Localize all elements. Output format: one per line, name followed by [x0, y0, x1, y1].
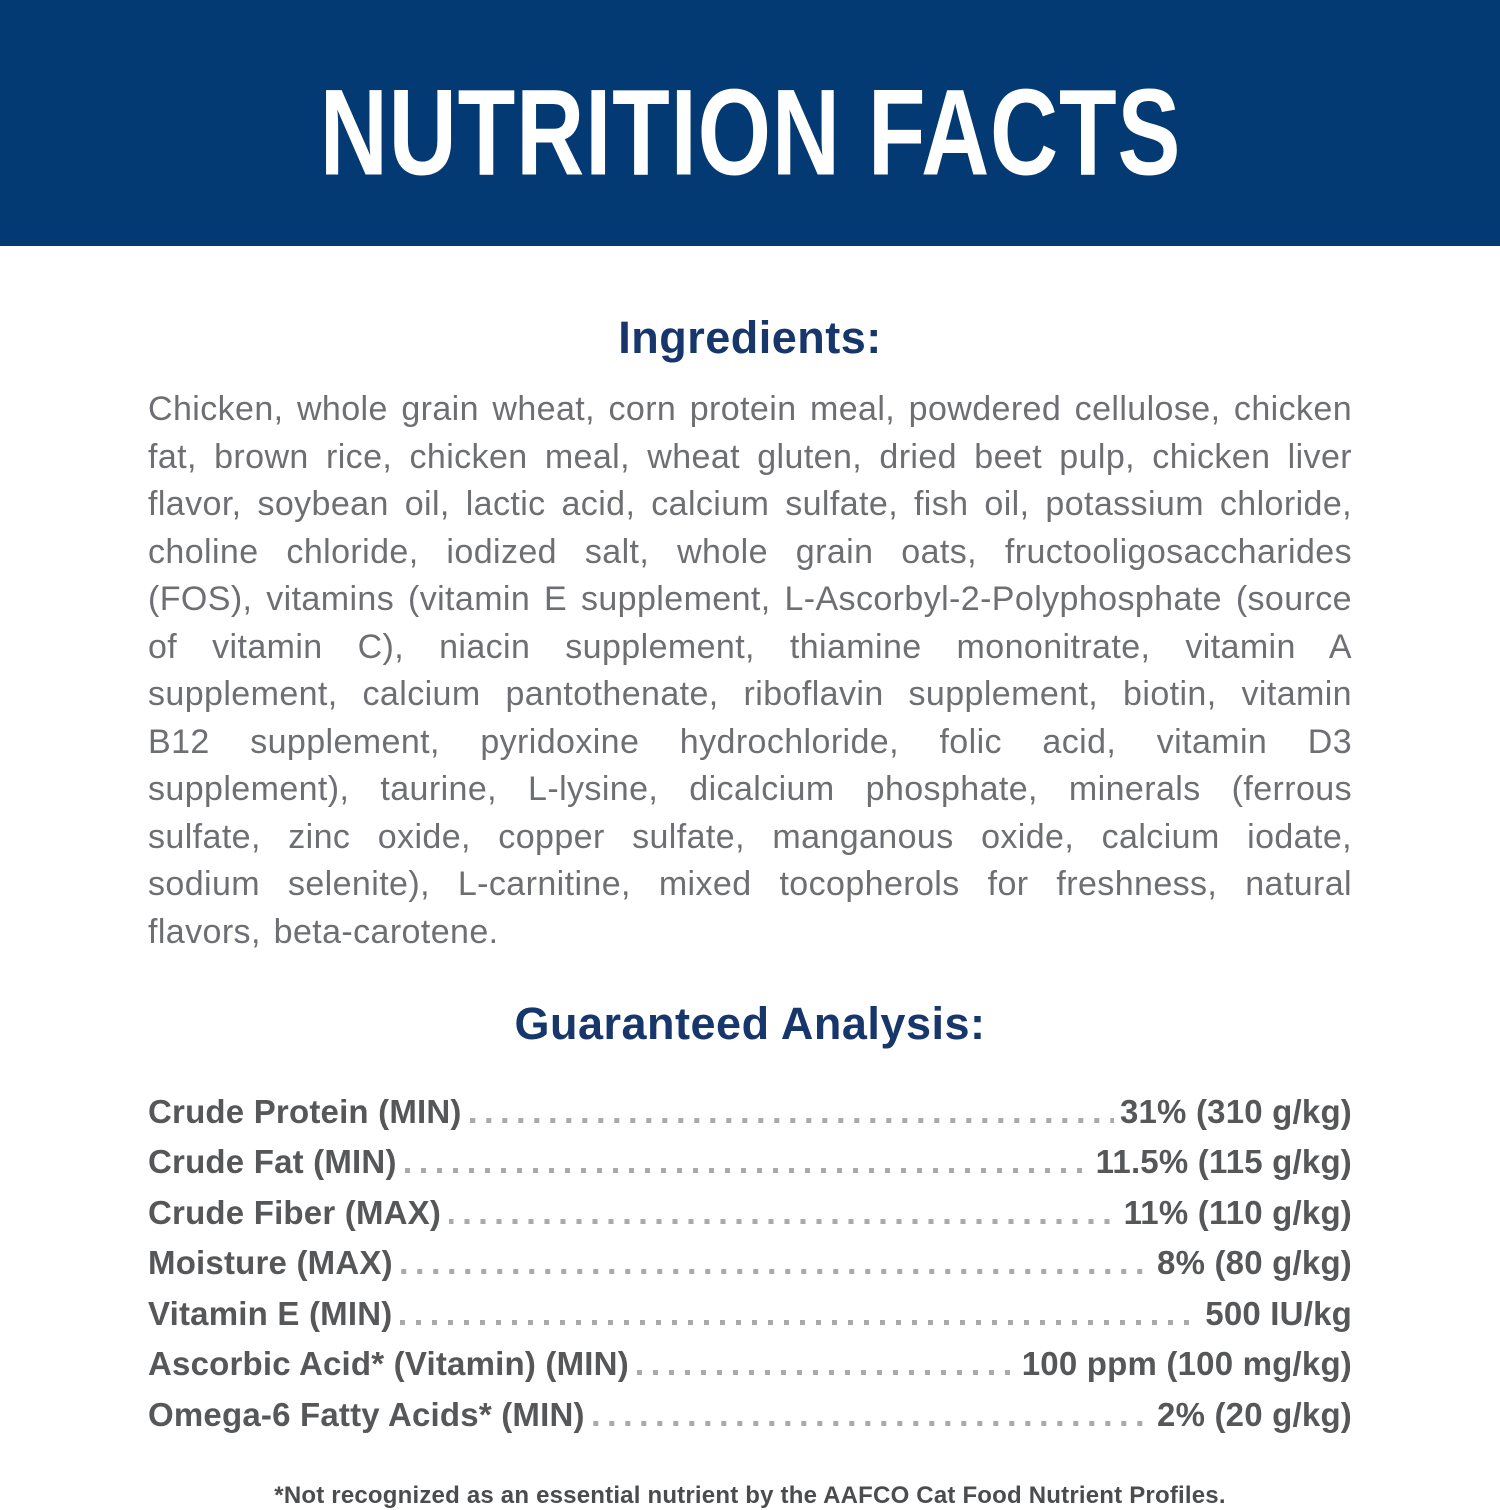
- nutrient-value: 100 ppm (100 mg/kg): [1021, 1345, 1352, 1382]
- dot-leader: [449, 1219, 1118, 1224]
- dot-leader: [593, 1421, 1151, 1426]
- table-row: [148, 1383, 1352, 1434]
- ingredients-paragraph: Chicken, whole grain wheat, corn protein meal, powdered cellulose, chicken fat, brown rice, chicken meal, wheat gluten, dried beet pulp, chicken liver flavor, soybean oil, lactic acid, calcium sulfate, fish oil, potassium chloride, choline chloride, iodized salt, whole grain oats, fructooligosaccharides (FOS), vitamins (vitamin E supplement, L-Ascorbyl-2-Polyphosphate (source of vitamin C), niacin supplement, thiamine mononitrate, vitamin A supplement, calcium pantothenate, riboflavin supplement, biotin, vitamin B12 supplement, pyridoxine hydrochloride, folic acid, vitamin D3 supplement), taurine, L-lysine, dicalcium phosphate, minerals (ferrous sulfate, zinc oxide, copper sulfate, manganous oxide, calcium iodate, sodium selenite), L-carnitine, mixed tocopherols for freshness, natural flavors, beta-carotene.: [148, 390, 1352, 951]
- guaranteed-analysis-table: [148, 1080, 1352, 1434]
- nutrient-label: Crude Protein (MIN): [148, 1092, 462, 1130]
- aafco-footnote: *Not recognized as an essential nutrient by the AAFCO Cat Food Nutrient Profiles.: [274, 1481, 1226, 1509]
- nutrient-label: Moisture (MAX): [148, 1244, 393, 1281]
- nutrient-label: Crude Fat (MIN): [148, 1143, 397, 1180]
- nutrient-label: Crude Fiber (MAX): [148, 1193, 442, 1231]
- dot-leader: [401, 1269, 1151, 1274]
- dot-leader: [400, 1320, 1199, 1325]
- nutrient-value: 2% (20 g/kg): [1157, 1395, 1352, 1433]
- header-bar: [0, 0, 1500, 246]
- ingredients-heading: Ingredients:: [618, 312, 882, 363]
- nutrient-label: Omega-6 Fatty Acids* (MIN): [148, 1395, 585, 1433]
- table-row: [148, 1080, 1352, 1131]
- nutrient-label: Ascorbic Acid* (Vitamin) (MIN): [148, 1345, 629, 1382]
- table-row: [148, 1181, 1352, 1232]
- guaranteed-analysis-heading: Guaranteed Analysis:: [514, 998, 986, 1049]
- nutrient-value: 8% (80 g/kg): [1157, 1244, 1352, 1281]
- table-row: [148, 1333, 1352, 1384]
- dot-leader: [405, 1168, 1090, 1173]
- page-title: NUTRITION FACTS: [319, 64, 1181, 202]
- nutrient-label: Vitamin E (MIN): [148, 1294, 393, 1332]
- dot-leader: [470, 1118, 1114, 1123]
- nutrient-value: 11% (110 g/kg): [1123, 1193, 1352, 1231]
- nutrient-value: 500 IU/kg: [1205, 1294, 1352, 1332]
- nutrient-value: 11.5% (115 g/kg): [1095, 1143, 1352, 1180]
- table-row: [148, 1232, 1352, 1283]
- nutrient-value: 31% (310 g/kg): [1119, 1092, 1352, 1130]
- table-row: [148, 1282, 1352, 1333]
- dot-leader: [637, 1370, 1016, 1375]
- table-row: [148, 1131, 1352, 1182]
